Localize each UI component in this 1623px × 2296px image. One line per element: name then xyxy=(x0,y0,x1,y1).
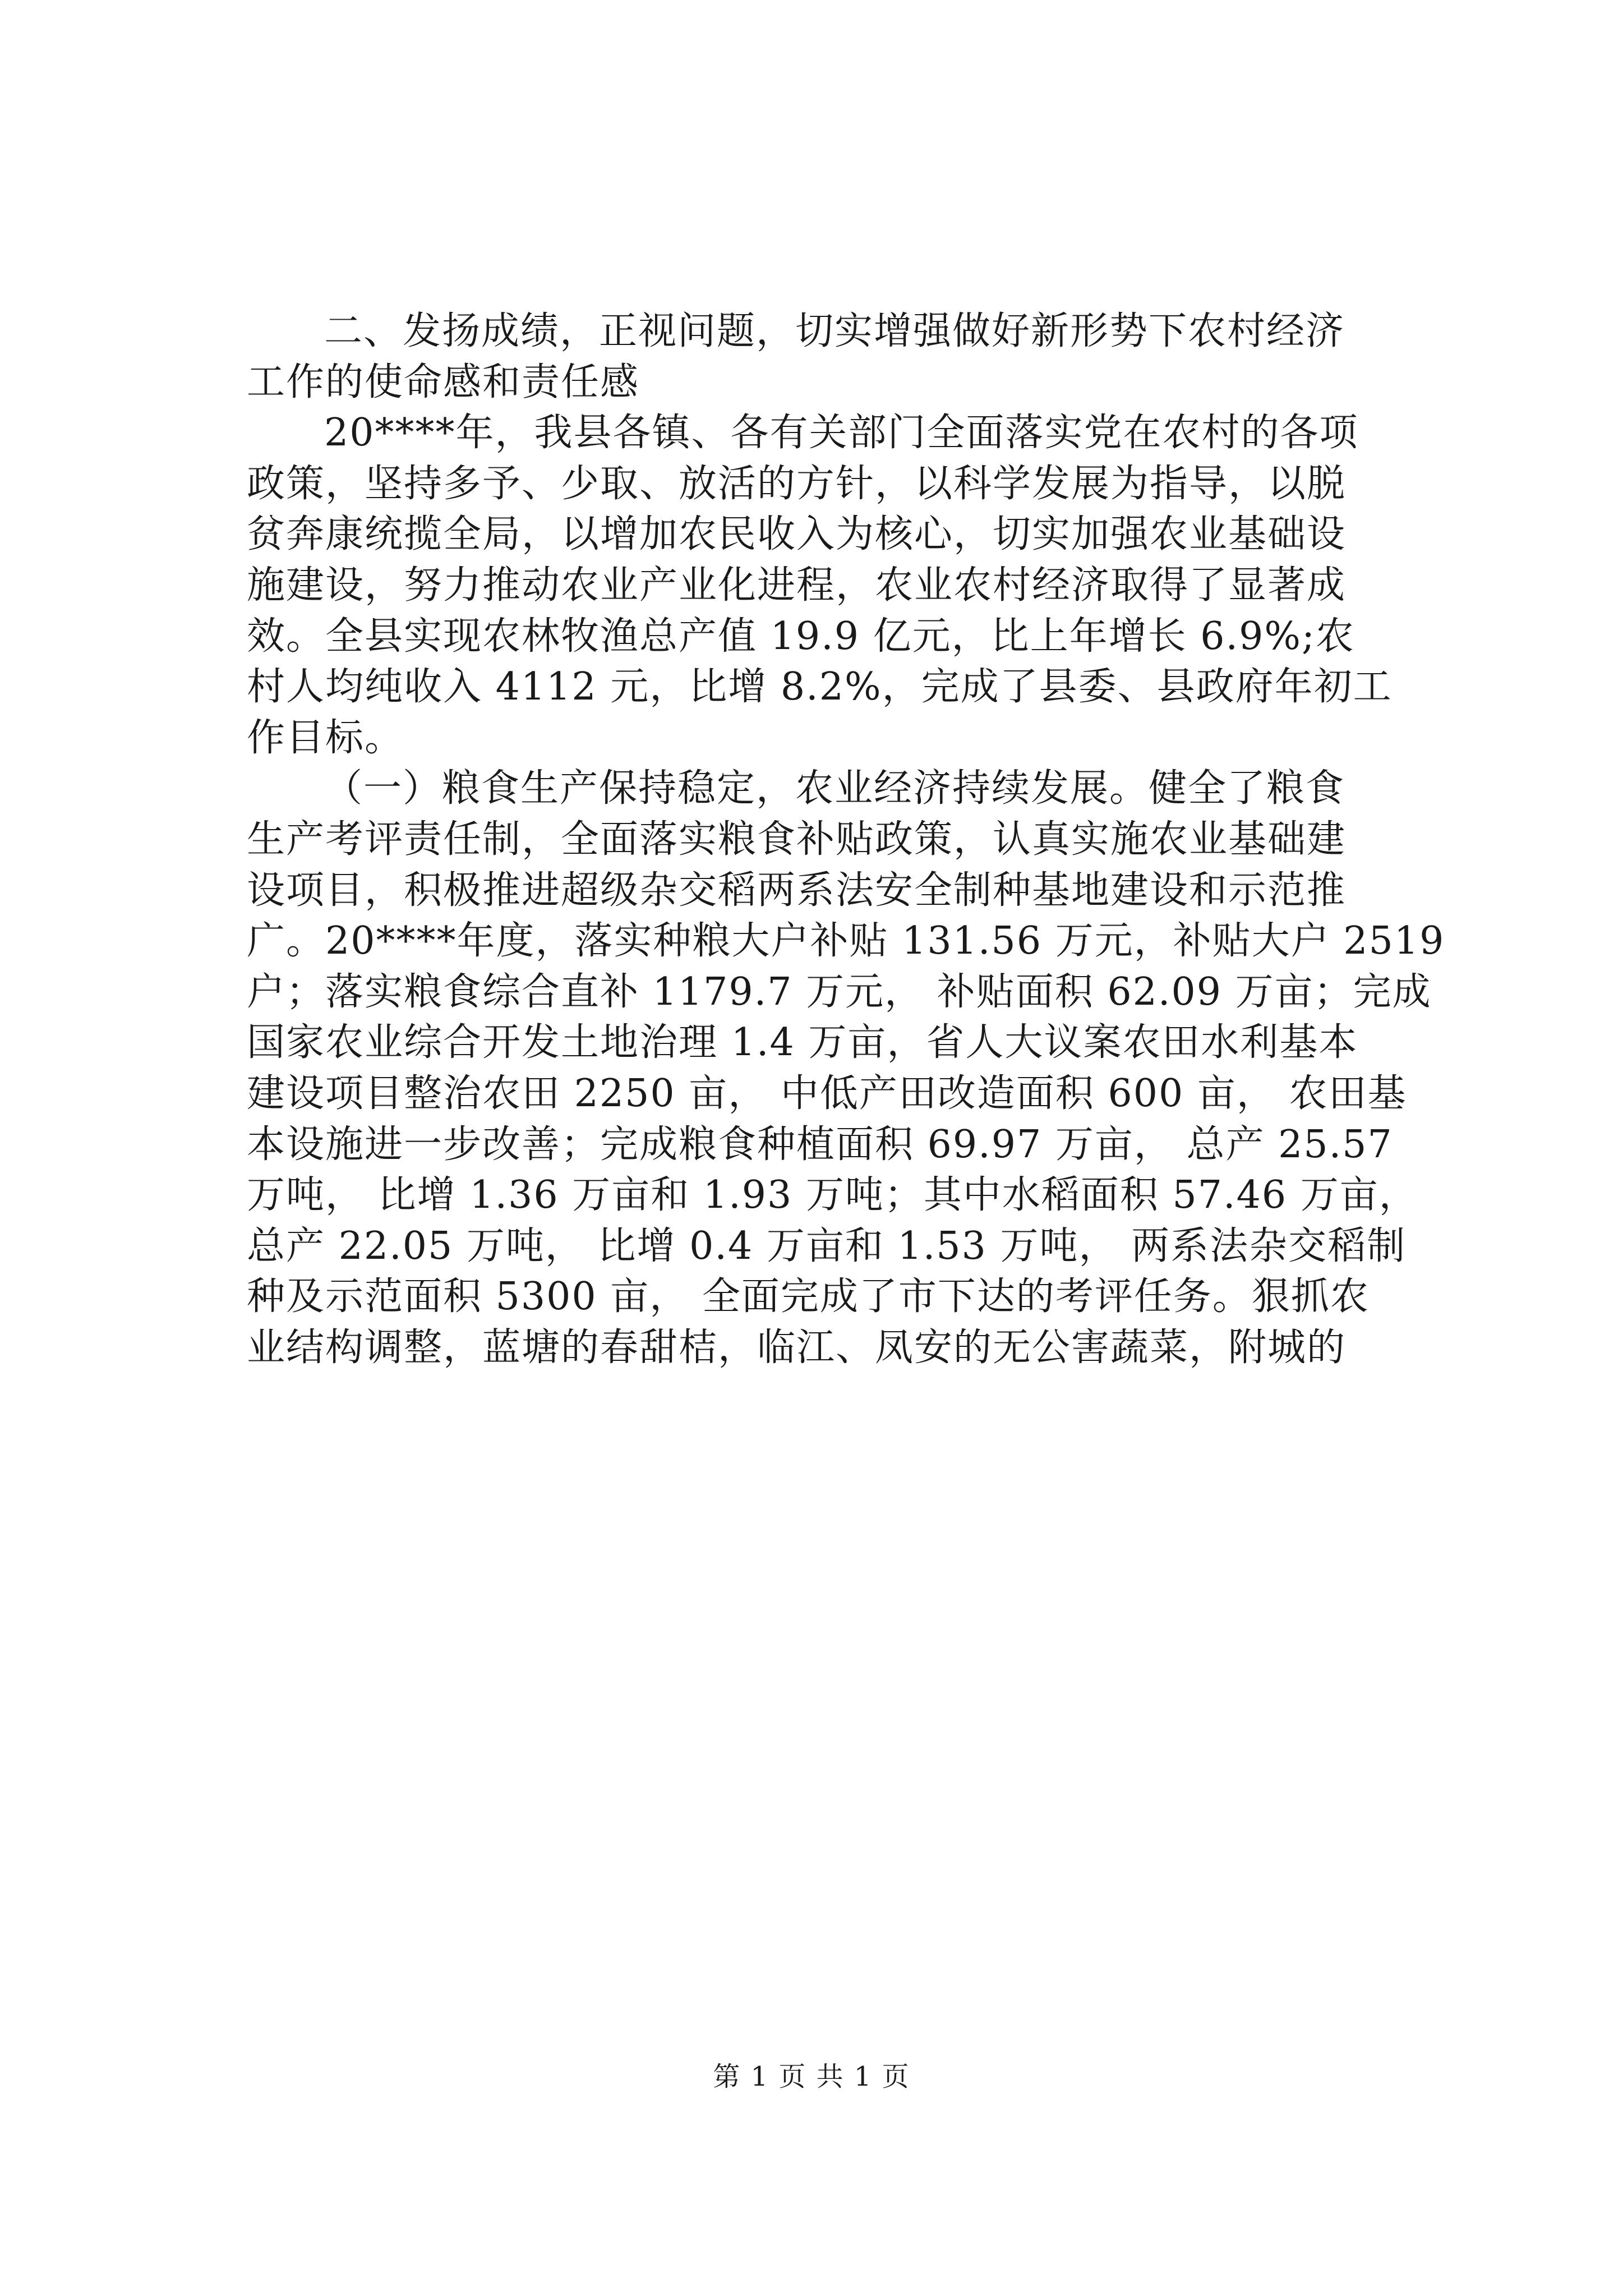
heading-line: 工作的使命感和责任感 xyxy=(247,360,640,404)
paragraph-line: 本设施进一步改善；完成粮食种植面积 69.97 万亩， 总产 25.57 xyxy=(247,1122,1393,1167)
paragraph-line: 效。全县实现农林牧渔总产值 19.9 亿元，比上年增长 6.9%;农 xyxy=(247,614,1355,659)
paragraph-line: 生产考评责任制，全面落实粮食补贴政策，认真实施农业基础建 xyxy=(247,817,1347,862)
paragraph-line: 业结构调整，蓝塘的春甜桔，临江、凤安的无公害蔬菜，附城的 xyxy=(247,1326,1347,1370)
paragraph-line: 政策，坚持多予、少取、放活的方针，以科学发展为指导，以脱 xyxy=(247,461,1347,506)
paragraph-line: 设项目，积极推进超级杂交稻两系法安全制种基地建设和示范推 xyxy=(247,868,1347,913)
paragraph-line: 建设项目整治农田 2250 亩， 中低产田改造面积 600 亩， 农田基 xyxy=(247,1071,1407,1116)
heading-line: 二、发扬成绩，正视问题，切实增强做好新形势下农村经济 xyxy=(324,309,1345,353)
paragraph-line: 国家农业综合开发土地治理 1.4 万亩，省人大议案农田水利基本 xyxy=(247,1020,1358,1065)
paragraph-line: 作目标。 xyxy=(247,715,404,760)
paragraph-line: 万吨， 比增 1.36 万亩和 1.93 万吨；其中水稻面积 57.46 万亩， xyxy=(247,1173,1418,1218)
paragraph-line: 户；落实粮食综合直补 1179.7 万元， 补贴面积 62.09 万亩；完成 xyxy=(247,969,1432,1014)
paragraph-line: 20****年，我县各镇、各有关部门全面落实党在农村的各项 xyxy=(324,411,1359,455)
document-body xyxy=(247,306,1445,1373)
paragraph-line: 施建设，努力推动农业产业化进程，农业农村经济取得了显著成 xyxy=(247,563,1347,608)
paragraph-line: 村人均纯收入 4112 元，比增 8.2%，完成了县委、县政府年初工 xyxy=(247,665,1393,710)
paragraph-line: 广。20****年度，落实种粮大户补贴 131.56 万元，补贴大户 2519 xyxy=(247,919,1445,964)
paragraph-line: 总产 22.05 万吨， 比增 0.4 万亩和 1.53 万吨， 两系法杂交稻制 xyxy=(247,1223,1407,1268)
paragraph-line: 贫奔康统揽全局，以增加农民收入为核心，切实加强农业基础设 xyxy=(247,512,1347,557)
paragraph-line: 种及示范面积 5300 亩， 全面完成了市下达的考评任务。狠抓农 xyxy=(247,1274,1370,1319)
paragraph-line: （一）粮食生产保持稳定，农业经济持续发展。健全了粮食 xyxy=(324,766,1345,811)
page-footer: 第 1 页 共 1 页 xyxy=(713,2061,910,2092)
